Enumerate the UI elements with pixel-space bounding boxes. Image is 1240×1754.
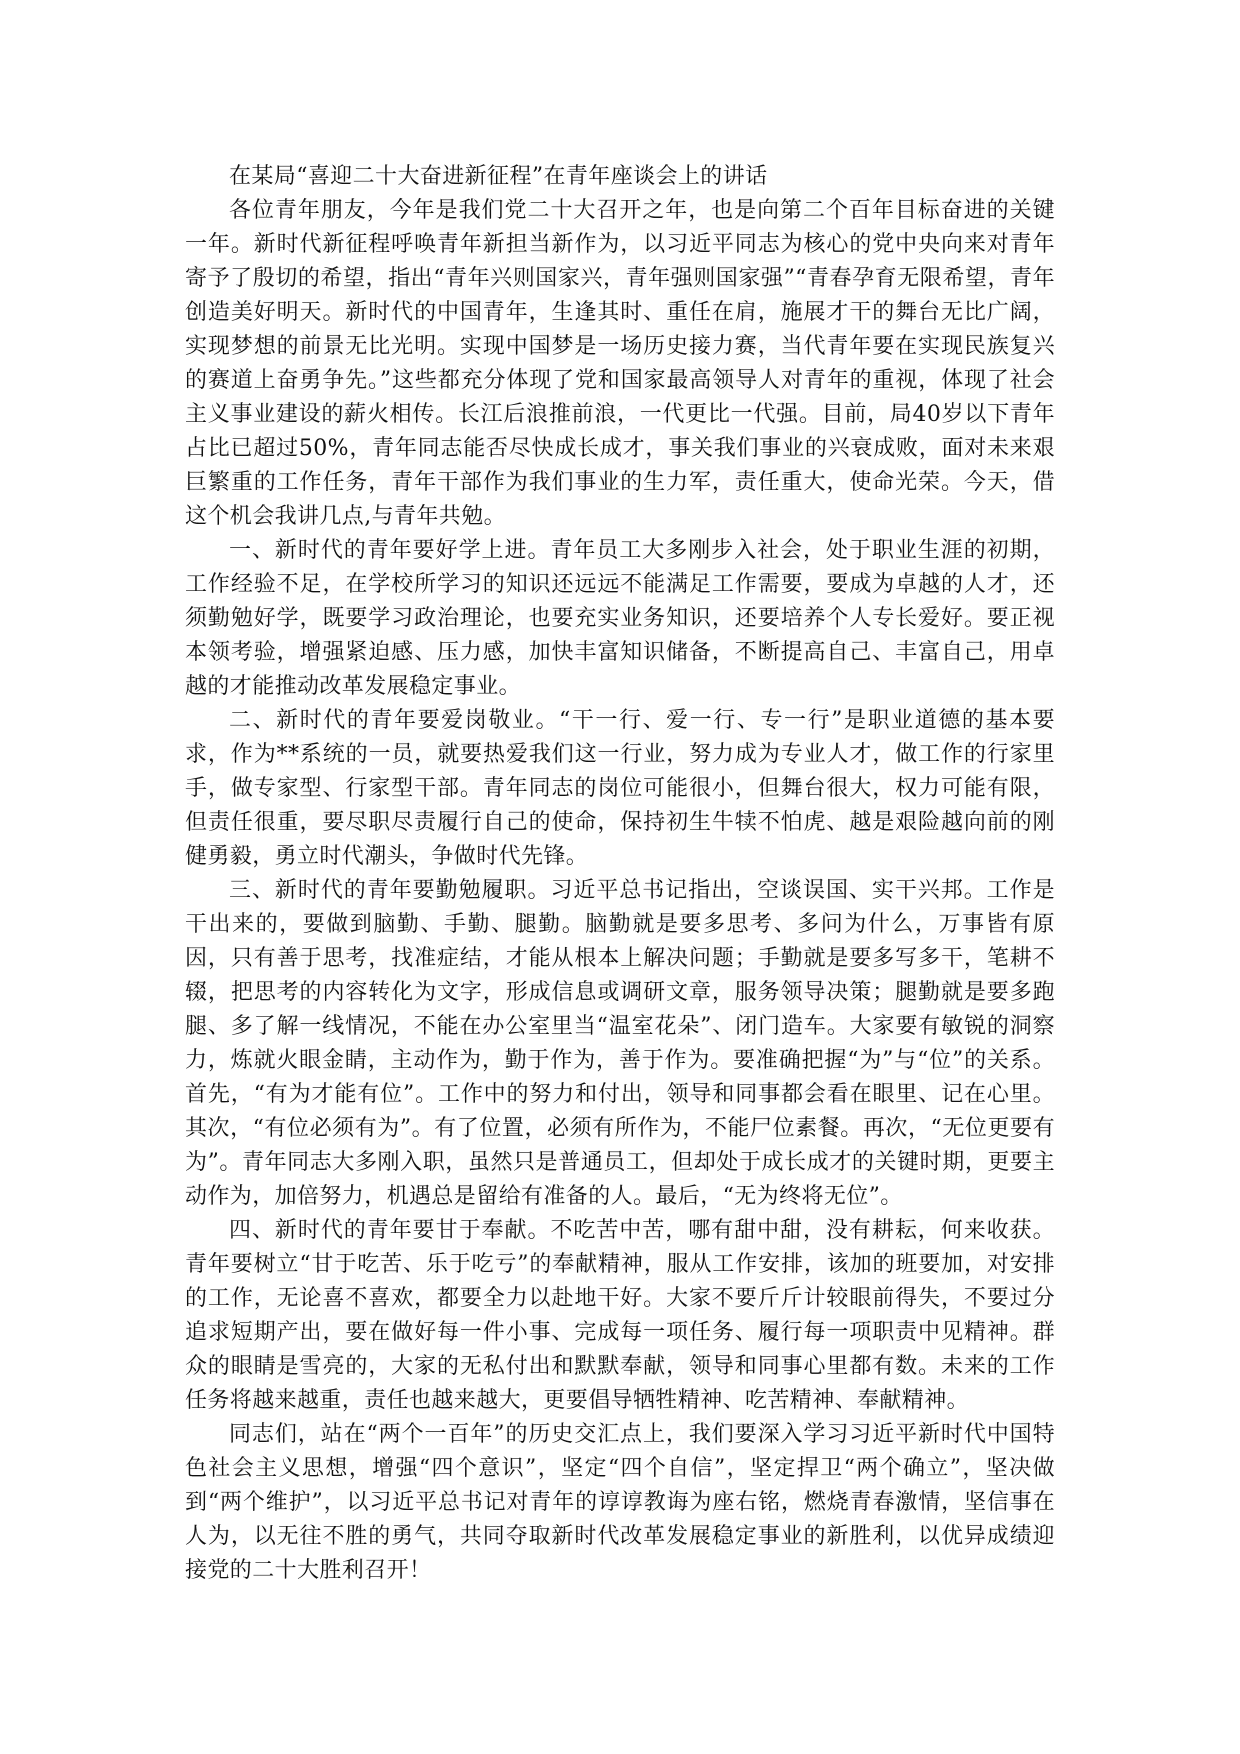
- document-title: 在某局“喜迎二十大奋进新征程”在青年座谈会上的讲话: [229, 164, 768, 189]
- paragraph-conclusion: 同志们，站在“两个一百年”的历史交汇点上，我们要深入学习习近平新时代中国特色社会主义思想，增强“四个意识”，坚定“四个自信”，坚定捍卫“两个确立”，坚决做到“两个维护”，以习近平总书记对青年的谆谆教诲为座右铭，燃烧青春激情，坚信事在人为，以无往不胜的勇气，共同夺取新时代改革发展稳定事业的新胜利，以优异成绩迎接党的二十大胜利召开！: [185, 1422, 1055, 1583]
- paragraph-point-2: 二、新时代的青年要爱岗敬业。“干一行、爱一行、专一行”是职业道德的基本要求，作为**系统的一员，就要热爱我们这一行业，努力成为专业人才，做工作的行家里手，做专家型、行家型干部。青年同志的岗位可能很小，但舞台很大，权力可能有限，但责任很重，要尽职尽责履行自己的使命，保持初生牛犊不怕虎、越是艰险越向前的刚健勇毅，勇立时代潮头，争做时代先锋。: [185, 708, 1055, 869]
- paragraph-point-1: 一、新时代的青年要好学上进。青年员工大多刚步入社会，处于职业生涯的初期，工作经验不足，在学校所学习的知识还远远不能满足工作需要，要成为卓越的人才，还须勤勉好学，既要学习政治理论，也要充实业务知识，还要培养个人专长爱好。要正视本领考验，增强紧迫感、压力感，加快丰富知识储备，不断提高自己、丰富自己，用卓越的才能推动改革发展稳定事业。: [185, 538, 1055, 699]
- paragraph-point-3: 三、新时代的青年要勤勉履职。习近平总书记指出，空谈误国、实干兴邦。工作是干出来的，要做到脑勤、手勤、腿勤。脑勤就是要多思考、多问为什么，万事皆有原因，只有善于思考，找准症结，才能从根本上解决问题；手勤就是要多写多干，笔耕不辍，把思考的内容转化为文字，形成信息或调研文章，服务领导决策；腿勤就是要多跑腿、多了解一线情况，不能在办公室里当“温室花朵”、闭门造车。大家要有敏锐的洞察力，炼就火眼金睛，主动作为，勤于作为，善于作为。要准确把握“为”与“位”的关系。首先，“有为才能有位”。工作中的努力和付出，领导和同事都会看在眼里、记在心里。其次，“有位必须有为”。有了位置，必须有所作为，不能尸位素餐。再次，“无位更要有为”。青年同志大多刚入职，虽然只是普通员工，但却处于成长成才的关键时期，更要主动作为，加倍努力，机遇总是留给有准备的人。最后，“无为终将无位”。: [185, 878, 1055, 1209]
- paragraph-intro: 各位青年朋友，今年是我们党二十大召开之年，也是向第二个百年目标奋进的关键一年。新时代新征程呼唤青年新担当新作为，以习近平同志为核心的党中央向来对青年寄予了殷切的希望，指出“青年兴则国家兴，青年强则国家强”“青春孕育无限希望，青年创造美好明天。新时代的中国青年，生逢其时、重任在肩，施展才干的舞台无比广阔，实现梦想的前景无比光明。实现中国梦是一场历史接力赛，当代青年要在实现民族复兴的赛道上奋勇争先。”这些都充分体现了党和国家最高领导人对青年的重视，体现了社会主义事业建设的薪火相传。长江后浪推前浪，一代更比一代强。目前，局40岁以下青年占比已超过50%，青年同志能否尽快成长成才，事关我们事业的兴衰成败，面对未来艰巨繁重的工作任务，青年干部作为我们事业的生力军，责任重大，使命光荣。今天，借这个机会我讲几点,与青年共勉。: [185, 198, 1055, 529]
- paragraph-point-4: 四、新时代的青年要甘于奉献。不吃苦中苦，哪有甜中甜，没有耕耘，何来收获。青年要树立“甘于吃苦、乐于吃亏”的奉献精神，服从工作安排，该加的班要加，对安排的工作，无论喜不喜欢，都要全力以赴地干好。大家不要斤斤计较眼前得失，不要过分追求短期产出，要在做好每一件小事、完成每一项任务、履行每一项职责中见精神。群众的眼睛是雪亮的，大家的无私付出和默默奉献，领导和同事心里都有数。未来的工作任务将越来越重，责任也越来越大，更要倡导牺牲精神、吃苦精神、奉献精神。: [185, 1218, 1055, 1413]
- document-page: [185, 160, 1055, 1588]
